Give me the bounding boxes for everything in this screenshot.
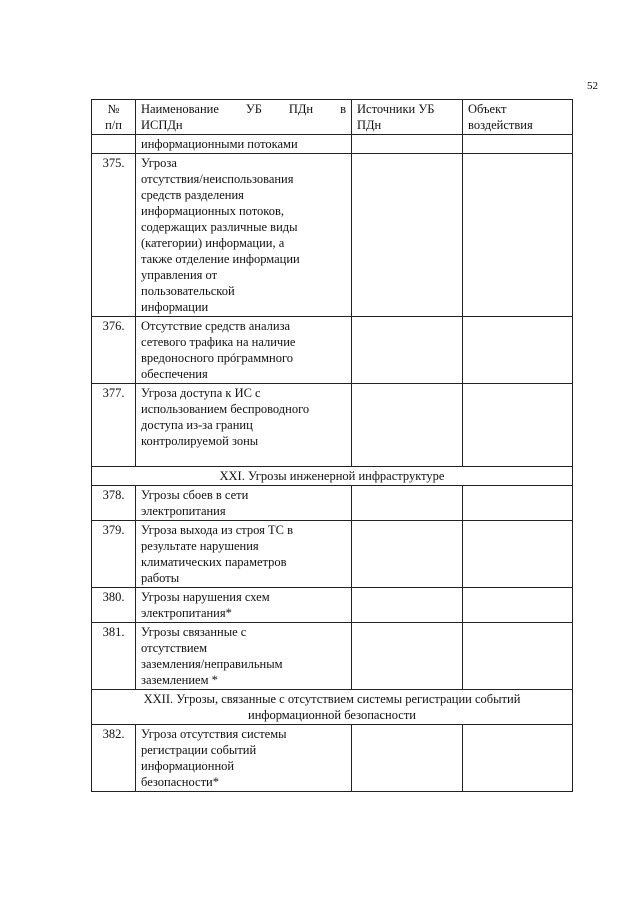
threat-sources	[352, 521, 463, 588]
table-row	[92, 135, 573, 154]
header-sources: Источники УБ ПДн	[352, 100, 463, 135]
threat-name	[136, 521, 352, 588]
section-row	[92, 467, 573, 486]
header-object: Объект воздействия	[463, 100, 573, 135]
threat-sources	[352, 317, 463, 384]
threat-sources	[352, 623, 463, 690]
table-header-row	[92, 100, 573, 135]
threat-name-line: (категории) информации, а	[141, 236, 285, 250]
threat-sources	[352, 725, 463, 792]
header-name: Наименование УБ ПДн в ИСПДн	[136, 100, 352, 135]
threat-name-line: контролируемой зоны	[141, 434, 259, 448]
row-number: 375.	[92, 154, 136, 317]
table-row	[92, 521, 573, 588]
threat-name-line: Отсутствие средств анализа	[141, 319, 291, 333]
threat-name-line: управления от	[141, 268, 218, 282]
threat-name-line: Угрозы сбоев в сети	[141, 488, 249, 502]
threat-name-line: также отделение информации	[141, 252, 300, 266]
threat-name-line: работы	[141, 571, 180, 585]
threat-sources	[352, 486, 463, 521]
threat-name-line: регистрации событий	[141, 743, 257, 757]
row-number: 379.	[92, 521, 136, 588]
page-number: 52	[587, 80, 598, 92]
row-number: 380.	[92, 588, 136, 623]
threat-name	[136, 588, 352, 623]
threat-name-line: электропитания	[141, 504, 226, 518]
threat-name-line: сетевого трафика на наличие	[141, 335, 296, 349]
threat-name-line: информационных потоков,	[141, 204, 284, 218]
threat-name-line: Угроза выхода из строя ТС в	[141, 523, 294, 537]
threats-table	[91, 99, 573, 792]
threat-sources	[352, 154, 463, 317]
threat-name-line: безопасности*	[141, 775, 219, 789]
table-row	[92, 725, 573, 792]
row-number: 378.	[92, 486, 136, 521]
threat-name-line: пользовательской	[141, 284, 235, 298]
threat-name	[136, 135, 352, 154]
threat-name-line: информации	[141, 300, 209, 314]
threat-name-line: вредоносного прóграммного	[141, 351, 294, 365]
threat-name-line: средств разделения	[141, 188, 244, 202]
threat-name-line: заземления/неправильным	[141, 657, 283, 671]
table-row	[92, 623, 573, 690]
threat-name-line: Угроза отсутствия системы	[141, 727, 287, 741]
impact-object	[463, 588, 573, 623]
threat-name-line: обеспечения	[141, 367, 208, 381]
threat-sources	[352, 135, 463, 154]
threat-name	[136, 317, 352, 384]
threat-name-line: доступа из-за границ	[141, 418, 253, 432]
threat-name-line: информационной	[141, 759, 235, 773]
row-number: 382.	[92, 725, 136, 792]
header-number: № п/п	[92, 100, 136, 135]
threat-name-line: Угроза доступа к ИС с	[141, 386, 261, 400]
threat-name-line: Угрозы нарушения схем	[141, 590, 270, 604]
threat-name	[136, 154, 352, 317]
threat-name-line: информационными потоками	[141, 137, 298, 151]
impact-object	[463, 486, 573, 521]
threat-name-line: отсутствия/неиспользования	[141, 172, 294, 186]
threat-name-line	[141, 449, 346, 465]
section-title: XXI. Угрозы инженерной инфраструктуре	[92, 467, 573, 486]
table-row	[92, 384, 573, 467]
table-row	[92, 486, 573, 521]
threat-name-line: климатических параметров	[141, 555, 287, 569]
threat-name-line: электропитания*	[141, 606, 232, 620]
impact-object	[463, 623, 573, 690]
threat-name-line: результате нарушения	[141, 539, 259, 553]
threat-name	[136, 486, 352, 521]
impact-object	[463, 317, 573, 384]
row-number: 377.	[92, 384, 136, 467]
threat-sources	[352, 588, 463, 623]
threat-name-line: заземлением *	[141, 673, 218, 687]
impact-object	[463, 135, 573, 154]
row-number	[92, 135, 136, 154]
threat-name	[136, 623, 352, 690]
impact-object	[463, 384, 573, 467]
impact-object	[463, 725, 573, 792]
threat-name-line: использованием беспроводного	[141, 402, 310, 416]
threat-name	[136, 725, 352, 792]
threat-name-line: Угрозы связанные с	[141, 625, 247, 639]
threat-name-line: отсутствием	[141, 641, 208, 655]
threat-name-line: содержащих различные виды	[141, 220, 298, 234]
threat-sources	[352, 384, 463, 467]
threat-name	[136, 384, 352, 467]
section-row	[92, 690, 573, 725]
impact-object	[463, 154, 573, 317]
table-body	[92, 135, 573, 792]
impact-object	[463, 521, 573, 588]
table-row	[92, 588, 573, 623]
threat-name-line: Угроза	[141, 156, 177, 170]
table-row	[92, 317, 573, 384]
row-number: 381.	[92, 623, 136, 690]
row-number: 376.	[92, 317, 136, 384]
table-row	[92, 154, 573, 317]
section-title: XXII. Угрозы, связанные с отсутствием системы регистрации событий информационной безопасности	[92, 690, 573, 725]
